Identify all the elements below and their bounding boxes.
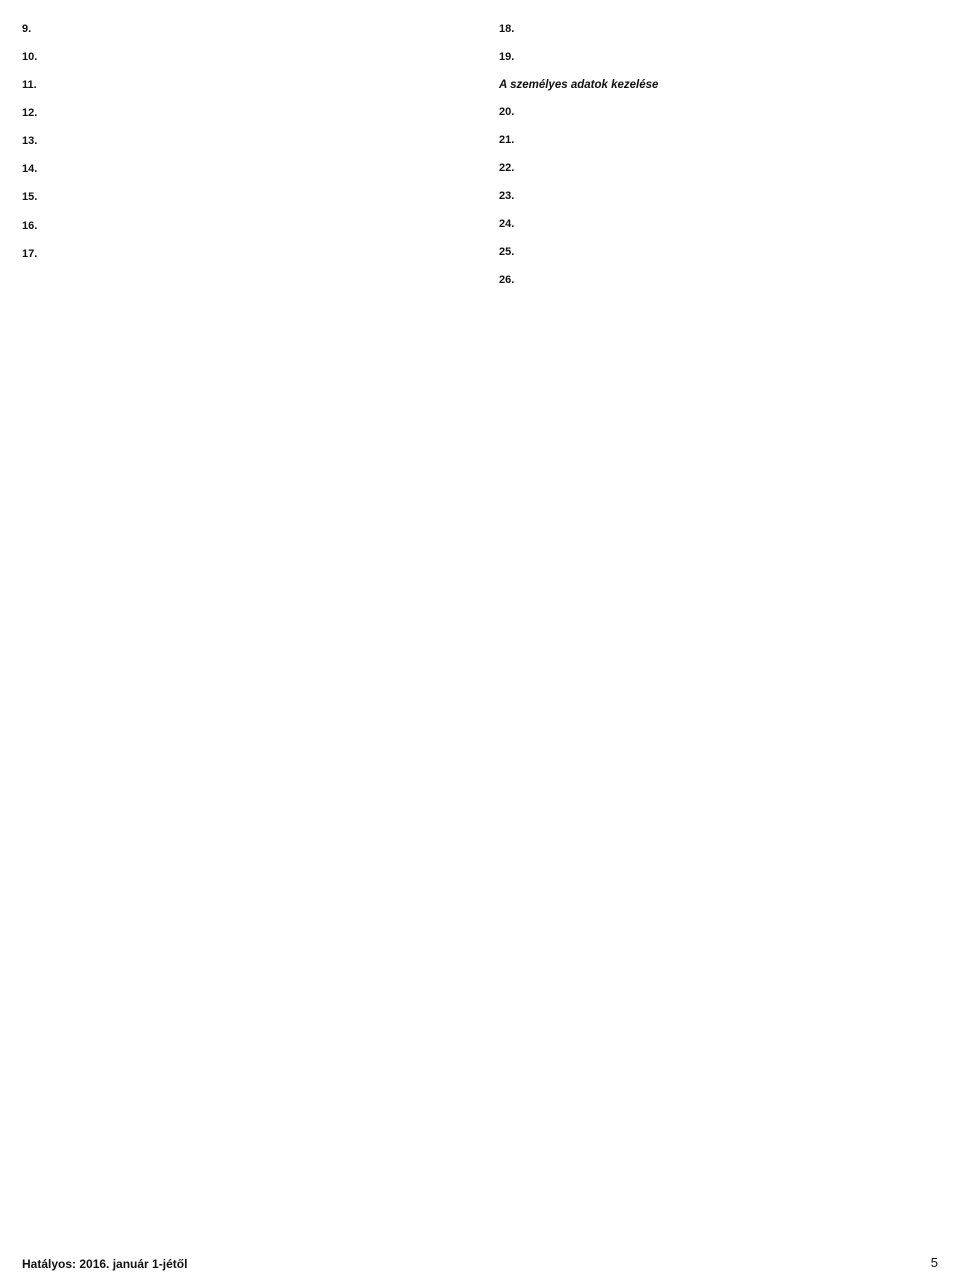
item-number: 10. [22,51,38,64]
item-number: 15. [22,191,38,204]
item-22 [499,161,938,175]
page-number: 5 [930,1255,938,1271]
item-number: 19. [499,51,515,64]
item-number: 24. [499,218,515,231]
item-24 [499,217,938,231]
item-25 [499,245,938,259]
item-number: 9. [22,23,32,35]
item-26 [499,273,938,287]
item-number: 26. [499,274,515,287]
two-column-layout [22,8,938,1240]
item-number: 14. [22,163,38,176]
item-number: 20. [499,105,515,118]
item-number: 17. [22,247,38,260]
section-title: A személyes adatok kezelése [499,79,659,92]
item-number: 16. [22,219,38,232]
item-14 [22,162,461,176]
item-10 [22,50,461,64]
item-16 [22,219,461,233]
item-number: 23. [499,190,515,203]
effective-date-footer: Hatályos: 2016. január 1-jétől [22,1256,188,1271]
item-21 [499,133,938,147]
item-17 [22,247,461,261]
item-13 [22,134,461,148]
item-number: 13. [22,135,38,148]
right-column [499,8,938,1240]
item-23 [499,189,938,203]
item-18 [499,22,938,36]
item-number: 18. [499,23,515,35]
item-number: 21. [499,133,515,146]
item-12 [22,106,461,120]
item-number: 11. [22,79,37,92]
item-number: 25. [499,246,515,259]
item-number: 22. [499,162,515,175]
item-20 [499,105,938,119]
item-11 [22,78,461,92]
item-15 [22,190,461,204]
left-column [22,8,461,1240]
item-9 [22,22,461,36]
item-number: 12. [22,107,38,120]
item-19 [499,50,938,64]
